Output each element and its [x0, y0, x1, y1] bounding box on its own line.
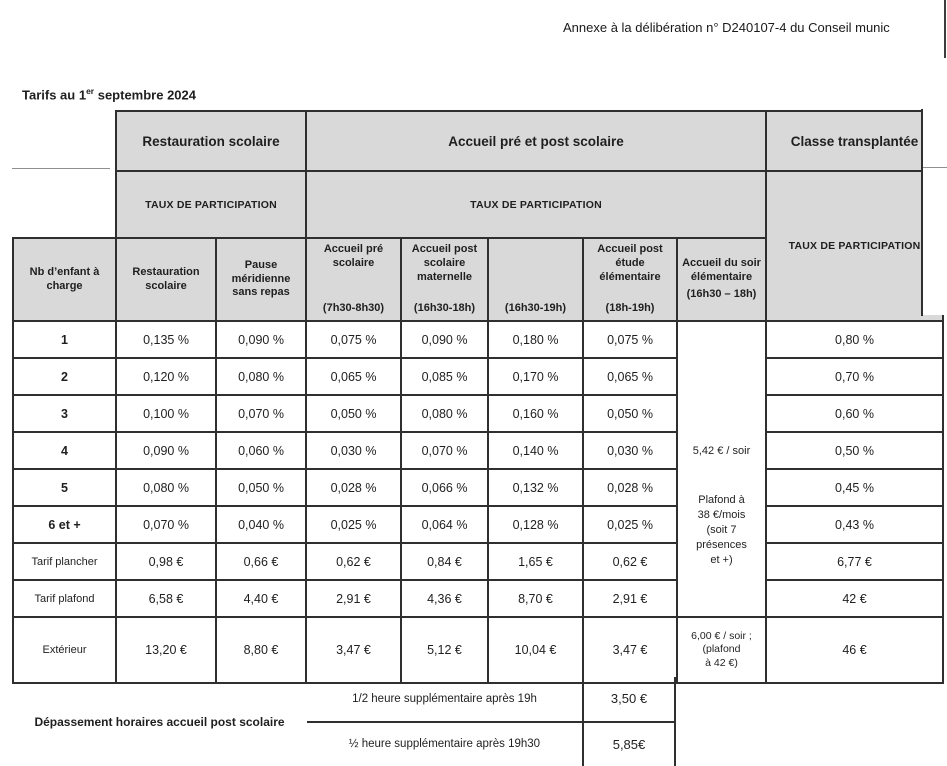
- column-header-soir: [677, 238, 766, 321]
- data-cell: 0,090 %: [216, 321, 306, 358]
- classe-cell: 0,80 %: [766, 321, 943, 358]
- data-cell: 0,060 %: [216, 432, 306, 469]
- data-cell: 0,080 %: [401, 395, 488, 432]
- classe-cell: 0,50 %: [766, 432, 943, 469]
- column-header-hours: (16h30-18h): [413, 302, 476, 315]
- title-superscript: er: [86, 86, 95, 96]
- data-cell: 1,65 €: [488, 543, 583, 580]
- column-header-hours: (18h-19h): [605, 302, 655, 315]
- classe-header-right-border: [921, 109, 923, 316]
- overtime-price: 5,85€: [582, 723, 676, 766]
- group-header-row: [13, 111, 943, 171]
- row-label: 1: [13, 321, 116, 358]
- column-header-restauration: [116, 238, 216, 321]
- empty-corner: [13, 171, 116, 238]
- data-cell: 0,100 %: [116, 395, 216, 432]
- classe-cell: 0,45 %: [766, 469, 943, 506]
- data-cell: 0,064 %: [401, 506, 488, 543]
- data-cell: 0,128 %: [488, 506, 583, 543]
- data-cell: 0,050 %: [306, 395, 401, 432]
- data-cell: 0,140 %: [488, 432, 583, 469]
- column-header-label: Accueil post étude élémentaire: [597, 243, 663, 283]
- data-cell: 4,36 €: [401, 580, 488, 617]
- column-header-label: Nb d’enfant à charge: [29, 265, 100, 292]
- data-cell: 0,62 €: [583, 543, 677, 580]
- taux-accueil: TAUX DE PARTICIPATION: [306, 171, 766, 238]
- classe-header-gap: [923, 105, 947, 315]
- table-row: [13, 358, 943, 395]
- data-cell: 0,065 %: [583, 358, 677, 395]
- column-header-pause: [216, 238, 306, 321]
- rule-line-right: [923, 167, 947, 168]
- table-row: [13, 395, 943, 432]
- data-cell: 3,47 €: [583, 617, 677, 683]
- data-cell: 10,04 €: [488, 617, 583, 683]
- overtime-label: Dépassement horaires accueil post scolaire: [34, 714, 285, 729]
- data-cell: 0,180 %: [488, 321, 583, 358]
- soir-exterieur-line: (plafond: [702, 643, 741, 656]
- table-row: [13, 617, 943, 683]
- title-prefix: Tarifs au 1: [22, 87, 87, 103]
- data-cell: 0,080 %: [216, 358, 306, 395]
- tariff-table: [12, 110, 944, 684]
- soir-plafond-line: présences: [696, 538, 747, 551]
- data-cell: 0,025 %: [306, 506, 401, 543]
- data-cell: 0,075 %: [583, 321, 677, 358]
- column-header-label: Accueil pré scolaire: [323, 243, 384, 269]
- data-cell: 0,090 %: [401, 321, 488, 358]
- group-header-restauration: Restauration scolaire: [116, 111, 306, 171]
- row-label: 5: [13, 469, 116, 506]
- data-cell: 0,028 %: [583, 469, 677, 506]
- data-cell: 0,050 %: [583, 395, 677, 432]
- data-cell: 0,070 %: [401, 432, 488, 469]
- overtime-description: ½ heure supplémentaire après 19h30: [348, 738, 541, 751]
- data-cell: 4,40 €: [216, 580, 306, 617]
- row-label: 3: [13, 395, 116, 432]
- data-cell: 0,160 %: [488, 395, 583, 432]
- data-cell: 0,040 %: [216, 506, 306, 543]
- row-label: 4: [13, 432, 116, 469]
- column-header-etude: [583, 238, 677, 321]
- table-row: [13, 432, 943, 469]
- data-cell: 0,080 %: [116, 469, 216, 506]
- table-row: [13, 580, 943, 617]
- overtime-description: 1/2 heure supplémentaire après 19h: [352, 692, 537, 705]
- overtime-row: [307, 677, 676, 721]
- table-row: [13, 506, 943, 543]
- data-cell: 0,085 %: [401, 358, 488, 395]
- data-cell: 0,98 €: [116, 543, 216, 580]
- row-label: Extérieur: [13, 617, 116, 683]
- classe-cell: 42 €: [766, 580, 943, 617]
- column-header-hours: (16h30 – 18h): [686, 287, 757, 300]
- data-cell: 2,91 €: [583, 580, 677, 617]
- row-label: 2: [13, 358, 116, 395]
- data-cell: 0,025 %: [583, 506, 677, 543]
- data-cell: 0,66 €: [216, 543, 306, 580]
- column-header-nb-enfants: [13, 238, 116, 321]
- data-cell: 0,135 %: [116, 321, 216, 358]
- data-cell: 0,132 %: [488, 469, 583, 506]
- column-header-label: Pause méridienne sans repas: [231, 258, 291, 299]
- soir-plafond-line: 38 €/mois: [697, 509, 746, 522]
- data-cell: 8,70 €: [488, 580, 583, 617]
- classe-cell: 0,43 %: [766, 506, 943, 543]
- page-edge-line: [944, 0, 946, 58]
- rule-line-left: [12, 168, 110, 169]
- data-cell: 13,20 €: [116, 617, 216, 683]
- soir-merged-cell: [677, 321, 766, 617]
- soir-exterieur-cell: [677, 617, 766, 683]
- data-cell: 0,84 €: [401, 543, 488, 580]
- soir-exterieur-line: 6,00 € / soir ;: [691, 629, 752, 642]
- column-header-label: Accueil post scolaire maternelle: [411, 243, 478, 283]
- overtime-rows: [307, 677, 676, 766]
- data-cell: 0,120 %: [116, 358, 216, 395]
- column-header-label: Restauration scolaire: [132, 265, 200, 292]
- row-label: Tarif plancher: [13, 543, 116, 580]
- table-row: [13, 543, 943, 580]
- group-header-classe: Classe transplantée: [766, 111, 943, 171]
- data-cell: 0,028 %: [306, 469, 401, 506]
- classe-cell: 6,77 €: [766, 543, 943, 580]
- overtime-price: 3,50 €: [582, 677, 676, 721]
- data-cell: 0,065 %: [306, 358, 401, 395]
- data-cell: 0,070 %: [116, 506, 216, 543]
- soir-plafond-line: et +): [710, 553, 733, 566]
- data-cell: 3,47 €: [306, 617, 401, 683]
- data-cell: 0,62 €: [306, 543, 401, 580]
- data-cell: 8,80 €: [216, 617, 306, 683]
- row-label: Tarif plafond: [13, 580, 116, 617]
- table-row: [13, 321, 943, 358]
- data-cell: 0,075 %: [306, 321, 401, 358]
- taux-header-row: [13, 171, 943, 238]
- data-cell: 0,070 %: [216, 395, 306, 432]
- column-header-hours: (7h30-8h30): [322, 302, 385, 315]
- classe-cell: 46 €: [766, 617, 943, 683]
- column-header-label: Accueil du soir élémentaire: [682, 257, 761, 284]
- page-title: [22, 86, 196, 102]
- data-cell: 0,030 %: [583, 432, 677, 469]
- taux-classe: TAUX DE PARTICIPATION: [766, 171, 943, 321]
- title-suffix: septembre 2024: [94, 87, 197, 103]
- column-header-pre-scolaire: [306, 238, 401, 321]
- soir-rate: 5,42 € / soir: [692, 445, 751, 458]
- overtime-row: [307, 721, 676, 766]
- soir-plafond-note: [678, 493, 765, 567]
- column-header-16h30-19h: [488, 238, 583, 321]
- soir-plafond-line: Plafond à: [698, 494, 745, 507]
- taux-restauration: TAUX DE PARTICIPATION: [116, 171, 306, 238]
- table-row: [13, 469, 943, 506]
- data-cell: 5,12 €: [401, 617, 488, 683]
- data-cell: 6,58 €: [116, 580, 216, 617]
- row-label: 6 et +: [13, 506, 116, 543]
- data-cell: 0,050 %: [216, 469, 306, 506]
- data-cell: 0,030 %: [306, 432, 401, 469]
- annexe-note: Annexe à la délibération n° D240107-4 du Conseil munic: [563, 20, 890, 35]
- data-cell: 0,090 %: [116, 432, 216, 469]
- data-cell: 0,170 %: [488, 358, 583, 395]
- empty-corner: [13, 111, 116, 171]
- soir-exterieur-line: à 42 €): [705, 656, 738, 669]
- data-cell: 0,066 %: [401, 469, 488, 506]
- column-header-hours: (16h30-19h): [504, 302, 567, 315]
- classe-cell: 0,70 %: [766, 358, 943, 395]
- group-header-accueil: Accueil pré et post scolaire: [306, 111, 766, 171]
- classe-cell: 0,60 %: [766, 395, 943, 432]
- data-cell: 2,91 €: [306, 580, 401, 617]
- column-header-post-maternelle: [401, 238, 488, 321]
- overtime-section: [12, 677, 942, 766]
- soir-plafond-line: (soit 7: [706, 524, 737, 536]
